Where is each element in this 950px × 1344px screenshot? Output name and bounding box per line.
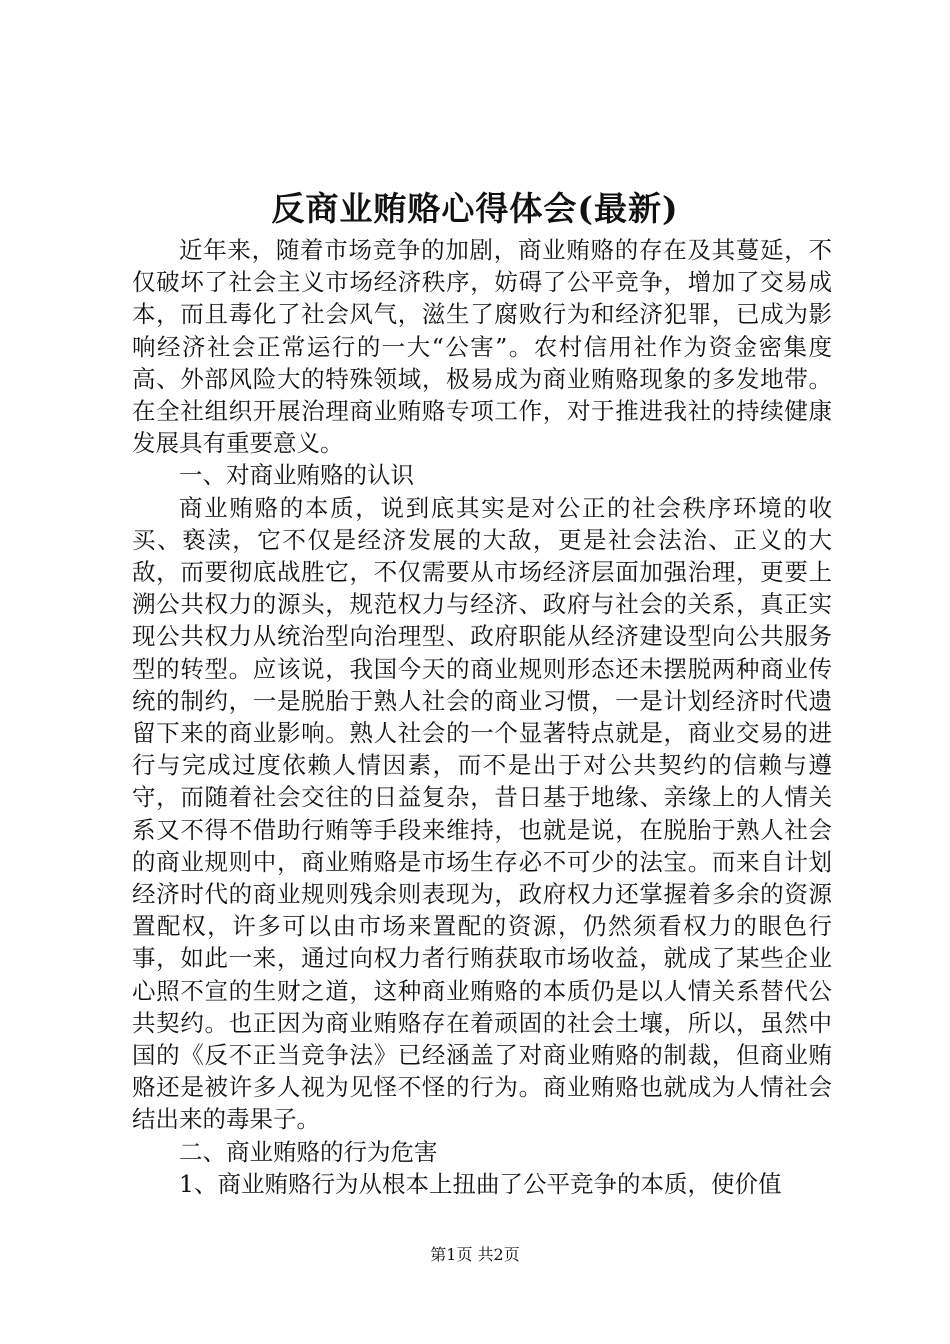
paragraph-intro: 近年来，随着市场竞争的加剧，商业贿赂的存在及其蔓延，不仅破坏了社会主义市场经济秩序，妨碍了公平竞争，增加了交易成本，而且毒化了社会风气，滋生了腐败行为和经济犯罪，已成为影响经济社会正常运行的一大“公害”。农村信用社作为资金密集度高、外部风险大的特殊领域，极易成为商业贿赂现象的多发地带。在全社组织开展治理商业贿赂专项工作，对于推进我社的持续健康发展具有重要意义。: [132, 236, 832, 458]
section-heading-2: 二、商业贿赂的行为危害: [179, 1137, 438, 1166]
section-heading-1: 一、对商业贿赂的认识: [179, 461, 414, 490]
page-footer: 第1页 共2页: [430, 1245, 520, 1264]
document-title: 反商业贿赂心得体会(最新): [271, 189, 679, 228]
paragraph-essence: 商业贿赂的本质，说到底其实是对公正的社会秩序环境的收买、亵渎，它不仅是经济发展的大敌，更是社会法治、正义的大敌，而要彻底战胜它，不仅需要从市场经济层面加强治理，更要上溯公共权力的源头，规范权力与经济、政府与社会的关系，真正实现公共权力从统治型向治理型、政府职能从经济建设型向公共服务型的转型。应该说，我国今天的商业规则形态还未摆脱两种商业传统的制约，一是脱胎于熟人社会的商业习惯，一是计划经济时代遗留下来的商业影响。熟人社会的一个显著特点就是，商业交易的进行与完成过度依赖人情因素，而不是出于对公共契约的信赖与遵守，而随着社会交往的日益复杂，昔日基于地缘、亲缘上的人情关系又不得不借助行贿等手段来维持，也就是说，在脱胎于熟人社会的商业规则中，商业贿赂是市场生存必不可少的法宝。而来自计划经济时代的商业规则残余则表现为，政府权力还掌握着多余的资源置配权，许多可以由市场来置配的资源，仍然须看权力的眼色行事，如此一来，通过向权力者行贿获取市场收益，就成了某些企业心照不宣的生财之道，这种商业贿赂的本质仍是以人情关系替代公共契约。也正因为商业贿赂存在着顽固的社会土壤，所以，虽然中国的《反不正当竞争法》已经涵盖了对商业贿赂的制裁，但商业贿赂还是被许多人视为见怪不怪的行为。商业贿赂也就成为人情社会结出来的毒果子。: [132, 493, 832, 1134]
paragraph-harm-1: 1、商业贿赂行为从根本上扭曲了公平竞争的本质，使价值: [179, 1169, 782, 1198]
document-body: [132, 234, 832, 1200]
